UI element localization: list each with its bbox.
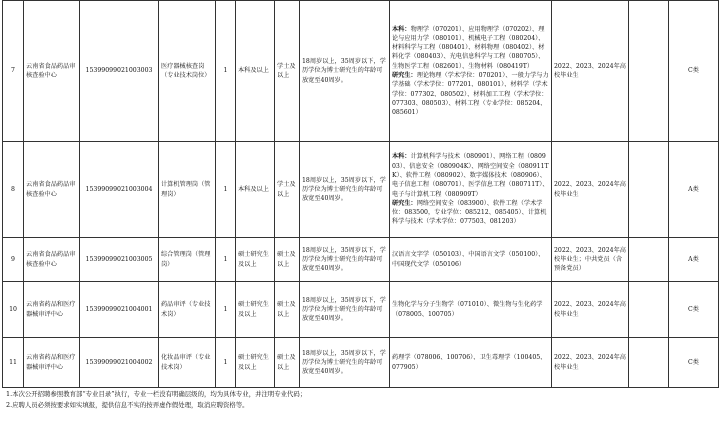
- education-level: 硕士研究生及以上: [236, 338, 275, 388]
- hire-count: 1: [216, 338, 236, 388]
- education-level: 本科及以上: [236, 1, 275, 142]
- other-requirement: 2022、2023、2024年高校毕业生: [552, 142, 629, 238]
- major-label: 本科：: [392, 25, 411, 33]
- footnote-2: 2.应聘人员必须按要求如实填报，提供信息不实的按弄虚作假处理，取消应聘资格等。: [6, 400, 249, 409]
- position-name: 综合管理岗（管理岗）: [159, 238, 216, 282]
- major-label: 本科：: [392, 153, 411, 161]
- major-text: 药理学（078006、100706）、卫生毒理学（100405、077905）: [392, 354, 547, 371]
- degree-level: 硕士及以上: [275, 238, 300, 282]
- exam-category: C类: [669, 282, 719, 338]
- other-requirement: 2022、2023、2024年高校毕业生；中共党员（含预备党员）: [552, 238, 629, 282]
- major-requirement: [390, 238, 552, 282]
- exam-category: A类: [669, 238, 719, 282]
- hire-count: 1: [216, 1, 236, 142]
- position-code: 15399099021004001: [80, 282, 159, 338]
- row-number: 11: [3, 338, 24, 388]
- employer-unit: 云南省食品药品审核查验中心: [24, 1, 80, 142]
- other-requirement: 2022、2023、2024年高校毕业生: [552, 282, 629, 338]
- major-text: 汉语言文字学（050103）、中国语言文学（050100）、中国现代文学（050106）: [392, 251, 545, 268]
- remark: [629, 142, 669, 238]
- age-requirement: 18周岁以上，35周岁以下，学历学位为博士研究生的年龄可放宽至40周岁。: [300, 238, 390, 282]
- position-name: 化妆品审评（专业技术岗）: [159, 338, 216, 388]
- other-requirement: 2022、2023、2024年高校毕业生: [552, 338, 629, 388]
- age-requirement: 18周岁以上，35周岁以下，学历学位为博士研究生的年龄可放宽至40周岁。: [300, 142, 390, 238]
- recruitment-table: [2, 0, 719, 388]
- age-requirement: 18周岁以上，35周岁以下，学历学位为博士研究生的年龄可放宽至40周岁。: [300, 1, 390, 142]
- age-requirement: 18周岁以上，35周岁以下，学历学位为博士研究生的年龄可放宽至40周岁。: [300, 282, 390, 338]
- position-name: 药品审评（专业技术岗）: [159, 282, 216, 338]
- major-text: 理论物理（学术学位：070201）、一般力学与力学基础（学术学位：077201、080101）、材料学（学术学位：077302、080502）、材料加工工程（学术学位：077303、080503）、材料工程（专业学位：085204、085601）: [392, 72, 549, 117]
- degree-level: 硕士及以上: [275, 282, 300, 338]
- row-number: 9: [3, 238, 24, 282]
- row-number: 10: [3, 282, 24, 338]
- hire-count: 1: [216, 238, 236, 282]
- major-requirement: [390, 1, 552, 142]
- position-code: 15399099021003004: [80, 142, 159, 238]
- major-label: 研究生：: [392, 72, 417, 79]
- employer-unit: 云南省食品药品审核查验中心: [24, 142, 80, 238]
- major-requirement: [390, 282, 552, 338]
- table-row: [3, 1, 719, 142]
- major-text: 物理学（070201）、应用物理学（070202）、理论与应用力学（080101）、机械电子工程（080204）、材料科学与工程（080401）、材料物理（080402）、材料化学（080403）、光电信息科学与工程（080705）、生物医学工程（082601）、生物材料（080419T）: [392, 25, 545, 70]
- other-requirement: 2022、2023、2024年高校毕业生: [552, 1, 629, 142]
- major-text: 网络空间安全（083900）、软件工程（学术学位：083500，专业学位：085212、085405）、计算机科学与技术（学术学位：077503、081203）: [392, 199, 547, 226]
- exam-category: C类: [669, 1, 719, 142]
- education-level: 硕士研究生及以上: [236, 282, 275, 338]
- degree-level: 学士及以上: [275, 142, 300, 238]
- employer-unit: 云南省食品药品审核查验中心: [24, 238, 80, 282]
- hire-count: 1: [216, 282, 236, 338]
- position-code: 15399099021003005: [80, 238, 159, 282]
- education-level: 本科及以上: [236, 142, 275, 238]
- age-requirement: 18周岁以上，35周岁以下，学历学位为博士研究生的年龄可放宽至40周岁。: [300, 338, 390, 388]
- employer-unit: 云南省药品和医疗器械审评中心: [24, 282, 80, 338]
- exam-category: A类: [669, 142, 719, 238]
- degree-level: 硕士及以上: [275, 338, 300, 388]
- table-row: [3, 282, 719, 338]
- education-level: 硕士研究生及以上: [236, 238, 275, 282]
- table-row: [3, 338, 719, 388]
- position-name: 计算机管理岗（管理岗）: [159, 142, 216, 238]
- footnote-1: 1.本次公开招聘参照教育部“专业目录”执行，专业一栏没有明确层级的，均为具体专业，并注明专业代码；: [6, 390, 307, 398]
- major-label: 研究生：: [392, 199, 417, 207]
- major-text: 计算机科学与技术（080901）、网络工程（080903）、信息安全（080904K）、网络空间安全（080911TK）、软件工程（080902）、数字媒体技术（080906）、电子信息工程（080701）、医学信息工程（080711T）、电子与计算机工程（080909T）: [392, 153, 549, 198]
- remark: [629, 282, 669, 338]
- employer-unit: 云南省药品和医疗器械审评中心: [24, 338, 80, 388]
- major-text: 生物化学与分子生物学（071010）、微生物与生化药学（078005、100705）: [392, 301, 543, 318]
- remark: [629, 238, 669, 282]
- position-code: 15399099021003003: [80, 1, 159, 142]
- table-row: [3, 142, 719, 238]
- remark: [629, 338, 669, 388]
- position-code: 15399099021004002: [80, 338, 159, 388]
- table-body: [3, 1, 719, 388]
- footnotes: [6, 389, 306, 410]
- row-number: 8: [3, 142, 24, 238]
- table-row: [3, 238, 719, 282]
- remark: [629, 1, 669, 142]
- hire-count: 1: [216, 142, 236, 238]
- row-number: 7: [3, 1, 24, 142]
- position-name: 医疗器械核查岗（专业技术岗位）: [159, 1, 216, 142]
- exam-category: C类: [669, 338, 719, 388]
- major-requirement: [390, 142, 552, 238]
- major-requirement: [390, 338, 552, 388]
- degree-level: 学士及以上: [275, 1, 300, 142]
